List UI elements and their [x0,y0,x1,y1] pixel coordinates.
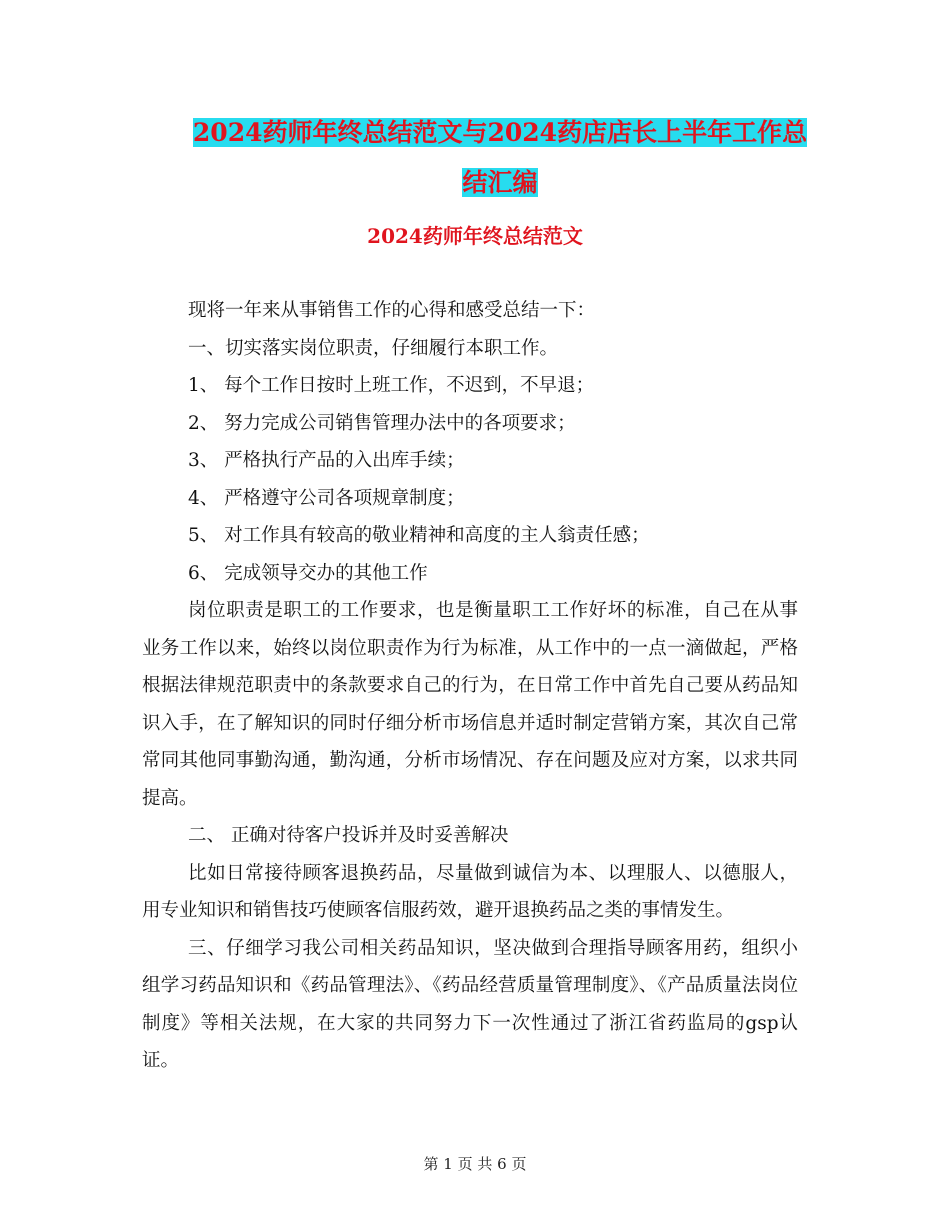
paragraph-intro: 现将一年来从事销售工作的心得和感受总结一下： [188,300,596,321]
title-line-1: 2024药师年终总结范文与2024药店店长上半年工作总 [192,118,808,147]
paragraph-complaints: 比如日常接待顾客退换药品，尽量做到诚信为本、以理服人、以德服人，用专业知识和销售技巧使顾客信服药效，避开退换药品之类的事情发生。 [142,862,798,921]
list-item-1: 1、 每个工作日按时上班工作，不迟到，不早退； [188,375,595,396]
page-footer: 第 1 页 共 6 页 [423,1155,527,1173]
document-body [142,292,798,1080]
list-item-3: 3、 严格执行产品的入出库手续； [188,450,465,471]
list-item-2: 2、 努力完成公司销售管理办法中的各项要求； [188,412,576,434]
section-title: 2024药师年终总结范文 [367,224,583,248]
document-title [130,108,870,208]
list-item-5: 5、 对工作具有较高的敬业精神和高度的主人翁责任感； [188,525,650,546]
list-item-4: 4、 严格遵守公司各项规章制度； [188,487,465,509]
list-item-6: 6、 完成领导交办的其他工作 [188,562,428,584]
heading-section-1: 一、切实落实岗位职责，仔细履行本职工作。 [188,337,559,359]
title-line-2: 结汇编 [462,168,538,197]
paragraph-section-3: 三、仔细学习我公司相关药品知识，坚决做到合理指导顾客用药，组织小组学习药品知识和《药品管理法》、《药品经营质量管理制度》、《产品质量法岗位制度》等相关法规，在大家的共同努力下一次性通过了浙江省药监局的gsp认证。 [142,937,798,1071]
heading-section-2: 二、 正确对待客户投诉并及时妥善解决 [188,825,509,846]
paragraph-responsibility: 岗位职责是职工的工作要求，也是衡量职工工作好坏的标准，自己在从事业务工作以来，始终以岗位职责作为行为标准，从工作中的一点一滴做起，严格根据法律规范职责中的条款要求自己的行为，在日常工作中首先自己要从药品知识入手，在了解知识的同时仔细分析市场信息并适时制定营销方案，其次自己常常同其他同事勤沟通，勤沟通，分析市场情况、存在问题及应对方案，以求共同提高。 [142,600,798,809]
